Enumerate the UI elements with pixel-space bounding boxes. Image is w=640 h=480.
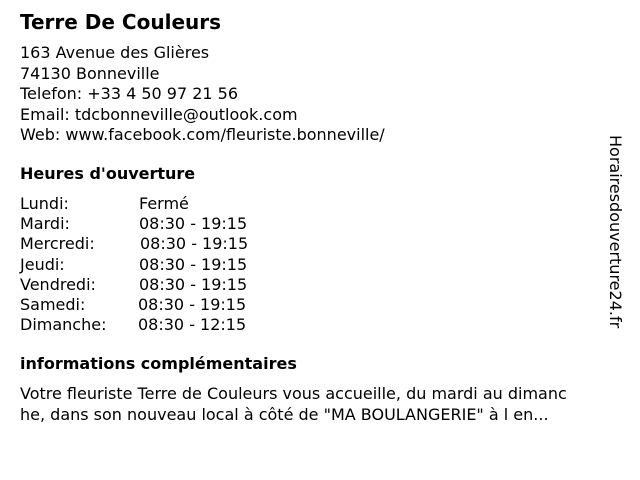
time-value: 08:30 - 19:15: [139, 274, 248, 294]
day-label: Jeudi:: [20, 254, 65, 274]
day-label: Mercredi:: [20, 234, 95, 254]
email-address: Email: tdcbonneville@outlook.com: [20, 104, 298, 124]
additional-info-heading: informations complémentaires: [20, 354, 297, 373]
additional-info-text: [20, 384, 580, 425]
time-value: 08:30 - 19:15: [139, 214, 248, 234]
time-value: 08:30 - 19:15: [138, 294, 247, 314]
site-watermark: Horairesdouverture24.fr: [606, 135, 625, 329]
time-value: 08:30 - 19:15: [140, 234, 249, 254]
time-value: Fermé: [139, 194, 189, 213]
description-line: he, dans son nouveau local à côté de "MA BOULANGERIE" à l en...: [20, 404, 549, 424]
business-name: Terre De Couleurs: [20, 10, 222, 34]
opening-hours-heading: Heures d'ouverture: [20, 164, 196, 183]
address-city: 74130 Bonneville: [20, 63, 160, 83]
day-label: Mardi:: [20, 214, 70, 234]
description-line: Votre fleuriste Terre de Couleurs vous accueille, du mardi au dimanc: [20, 384, 567, 403]
contact-block: [20, 43, 385, 146]
address-street: 163 Avenue des Glières: [20, 43, 210, 62]
day-label: Vendredi:: [20, 274, 96, 294]
time-value: 08:30 - 12:15: [138, 315, 247, 335]
time-value: 08:30 - 19:15: [139, 254, 248, 274]
day-label: Dimanche:: [20, 315, 107, 335]
website-url: Web: www.facebook.com/fleuriste.bonneville/: [20, 125, 385, 144]
day-label: Lundi:: [20, 194, 69, 213]
day-label: Samedi:: [20, 294, 86, 314]
phone-number: Telefon: +33 4 50 97 21 56: [20, 84, 239, 103]
